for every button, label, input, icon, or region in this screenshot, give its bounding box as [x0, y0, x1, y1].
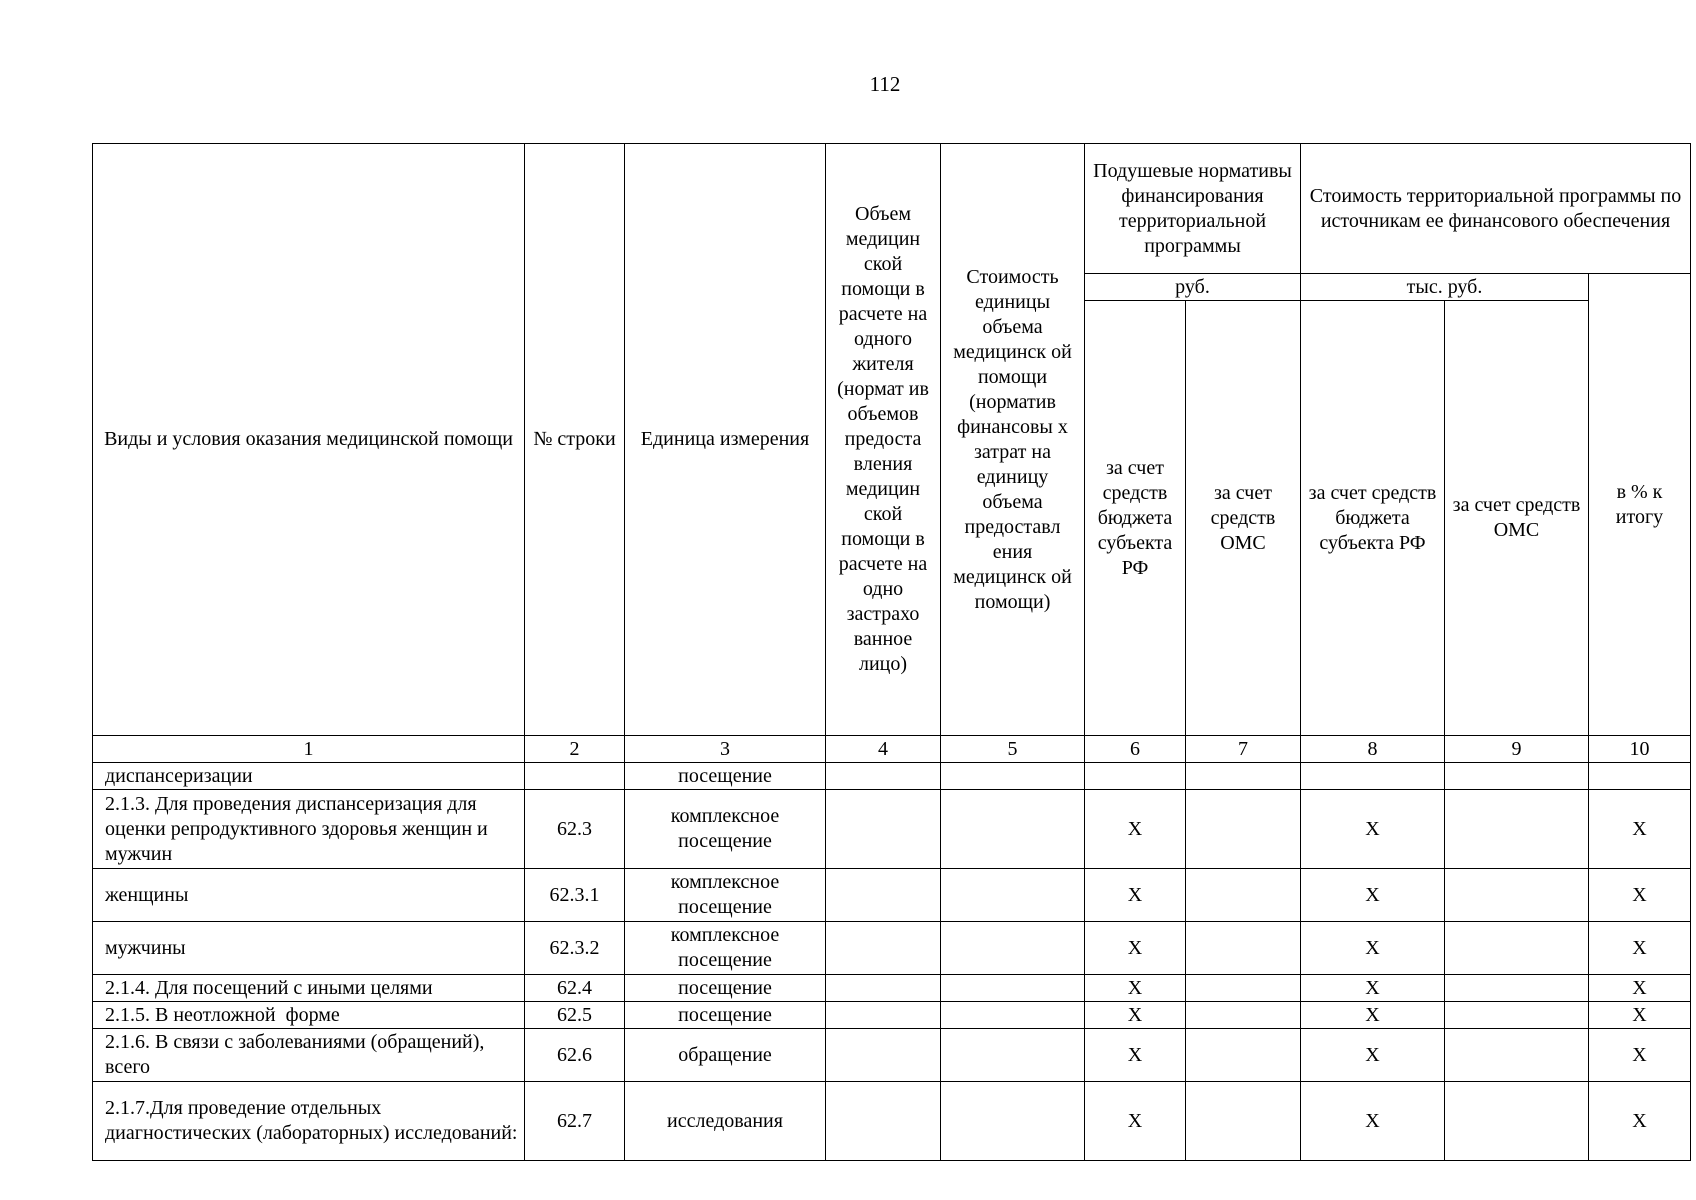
row-line: 62.6	[525, 1029, 625, 1082]
row-c9	[1445, 1029, 1589, 1082]
header-volume: Объем медицин ской помощи в расчете на одного жителя (нормат ив объемов предоста вления медицин ской помощи в расчете на одно застрахо ванное лицо)	[826, 144, 941, 736]
header-unit: Единица измерения	[625, 144, 826, 736]
row-c7	[1186, 1029, 1301, 1082]
row-unit-cost	[941, 763, 1085, 790]
column-number: 3	[625, 736, 826, 763]
row-c6: X	[1085, 1082, 1186, 1161]
row-c10: X	[1589, 1082, 1691, 1161]
row-unit-cost	[941, 1082, 1085, 1161]
row-line: 62.3.1	[525, 869, 625, 922]
row-line	[525, 763, 625, 790]
row-c9	[1445, 975, 1589, 1002]
row-c10: X	[1589, 1029, 1691, 1082]
row-c10: X	[1589, 869, 1691, 922]
row-c6: X	[1085, 1029, 1186, 1082]
row-c8: X	[1301, 922, 1445, 975]
table-row	[93, 1082, 1691, 1161]
row-volume	[826, 790, 941, 869]
row-volume	[826, 1029, 941, 1082]
row-volume	[826, 1002, 941, 1029]
header-cost-budget: за счет средств бюджета субъекта РФ	[1301, 301, 1445, 736]
row-unit-cost	[941, 1002, 1085, 1029]
table-row	[93, 763, 1691, 790]
table-row	[93, 1002, 1691, 1029]
row-c6: X	[1085, 975, 1186, 1002]
row-c10: X	[1589, 975, 1691, 1002]
row-unit: посещение	[625, 975, 826, 1002]
row-line: 62.4	[525, 975, 625, 1002]
row-c10	[1589, 763, 1691, 790]
row-line: 62.3	[525, 790, 625, 869]
row-name: мужчины	[93, 922, 525, 975]
row-name: 2.1.7.Для проведение отдельных диагностических (лабораторных) исследований:	[93, 1082, 525, 1161]
row-unit-cost	[941, 1029, 1085, 1082]
row-unit-cost	[941, 922, 1085, 975]
row-c8: X	[1301, 1029, 1445, 1082]
row-c9	[1445, 1002, 1589, 1029]
column-number: 8	[1301, 736, 1445, 763]
row-c8: X	[1301, 1002, 1445, 1029]
row-c8: X	[1301, 790, 1445, 869]
row-volume	[826, 869, 941, 922]
row-name: 2.1.3. Для проведения диспансеризация для оценки репродуктивного здоровья женщин и мужчин	[93, 790, 525, 869]
row-c10: X	[1589, 790, 1691, 869]
column-number: 2	[525, 736, 625, 763]
header-per-capita-group: Подушевые нормативы финансирования территориальной программы	[1085, 144, 1301, 274]
header-line-number: № строки	[525, 144, 625, 736]
row-c6	[1085, 763, 1186, 790]
column-number: 6	[1085, 736, 1186, 763]
row-line: 62.5	[525, 1002, 625, 1029]
row-line: 62.3.2	[525, 922, 625, 975]
table-row	[93, 790, 1691, 869]
row-c9	[1445, 763, 1589, 790]
column-number: 9	[1445, 736, 1589, 763]
row-c6: X	[1085, 922, 1186, 975]
row-name: 2.1.4. Для посещений с иными целями	[93, 975, 525, 1002]
row-c10: X	[1589, 922, 1691, 975]
row-unit-cost	[941, 790, 1085, 869]
row-c7	[1186, 1002, 1301, 1029]
table-row	[93, 975, 1691, 1002]
row-unit: обращение	[625, 1029, 826, 1082]
column-number: 7	[1186, 736, 1301, 763]
row-name: 2.1.5. В неотложной форме	[93, 1002, 525, 1029]
table-row	[93, 922, 1691, 975]
row-c7	[1186, 869, 1301, 922]
header-kinds: Виды и условия оказания медицинской помощи	[93, 144, 525, 736]
row-c8: X	[1301, 869, 1445, 922]
row-c8: X	[1301, 1082, 1445, 1161]
row-name: 2.1.6. В связи с заболеваниями (обращений), всего	[93, 1029, 525, 1082]
program-cost-table	[92, 143, 1691, 1161]
table-row	[93, 869, 1691, 922]
row-c9	[1445, 869, 1589, 922]
header-unit-rub: руб.	[1085, 274, 1301, 301]
page-number: 112	[869, 72, 901, 96]
row-unit: комплексное посещение	[625, 922, 826, 975]
row-unit: комплексное посещение	[625, 790, 826, 869]
row-c9	[1445, 790, 1589, 869]
header-unit-cost: Стоимость единицы объема медицинск ой помощи (норматив финансовы х затрат на единицу объема предоставл ения медицинск ой помощи)	[941, 144, 1085, 736]
header-cost-oms: за счет средств ОМС	[1445, 301, 1589, 736]
row-volume	[826, 975, 941, 1002]
row-c7	[1186, 975, 1301, 1002]
row-unit: комплексное посещение	[625, 869, 826, 922]
row-c9	[1445, 922, 1589, 975]
header-percent-total: в % к итогу	[1589, 274, 1691, 736]
row-c7	[1186, 1082, 1301, 1161]
column-number-row	[93, 736, 1691, 763]
row-unit: посещение	[625, 1002, 826, 1029]
column-number: 4	[826, 736, 941, 763]
row-c7	[1186, 790, 1301, 869]
column-number: 5	[941, 736, 1085, 763]
row-volume	[826, 763, 941, 790]
row-unit: посещение	[625, 763, 826, 790]
row-c8	[1301, 763, 1445, 790]
header-unit-thousand-rub: тыс. руб.	[1301, 274, 1589, 301]
row-c7	[1186, 922, 1301, 975]
row-unit: исследования	[625, 1082, 826, 1161]
row-c6: X	[1085, 869, 1186, 922]
table-row	[93, 1029, 1691, 1082]
row-volume	[826, 1082, 941, 1161]
row-name: диспансеризации	[93, 763, 525, 790]
column-number: 1	[93, 736, 525, 763]
row-c9	[1445, 1082, 1589, 1161]
header-row-1	[93, 144, 1691, 274]
column-number: 10	[1589, 736, 1691, 763]
row-name: женщины	[93, 869, 525, 922]
row-volume	[826, 922, 941, 975]
row-c10: X	[1589, 1002, 1691, 1029]
row-unit-cost	[941, 975, 1085, 1002]
row-c6: X	[1085, 790, 1186, 869]
row-c7	[1186, 763, 1301, 790]
row-unit-cost	[941, 869, 1085, 922]
row-c8: X	[1301, 975, 1445, 1002]
row-c6: X	[1085, 1002, 1186, 1029]
header-cost-group: Стоимость территориальной программы по источникам ее финансового обеспечения	[1301, 144, 1691, 274]
row-line: 62.7	[525, 1082, 625, 1161]
header-percapita-oms: за счет средств ОМС	[1186, 301, 1301, 736]
header-percapita-budget: за счет средств бюджета субъекта РФ	[1085, 301, 1186, 736]
